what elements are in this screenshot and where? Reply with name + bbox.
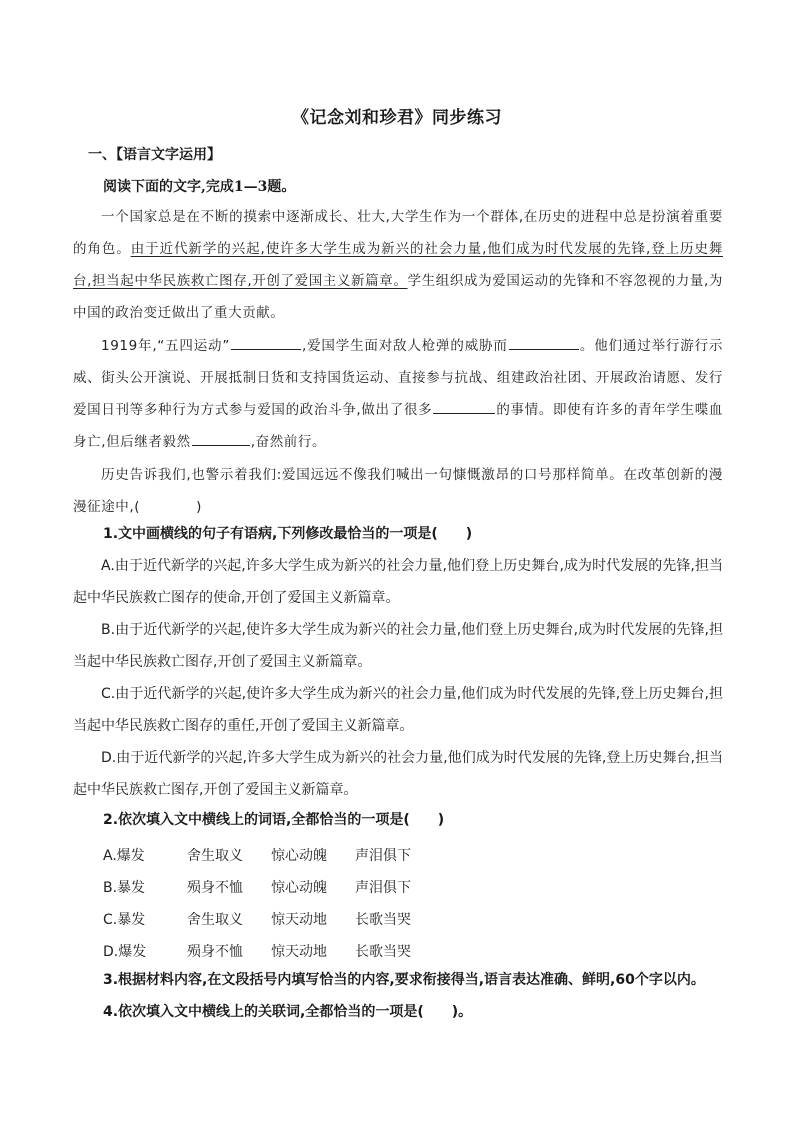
- fill-blank-1: [231, 335, 301, 350]
- option-cell: 殒身不恤: [187, 944, 243, 960]
- option-cell: 舍生取义: [187, 912, 243, 928]
- question-2-option-a: [103, 845, 411, 865]
- question-4-stem: 4.依次填入文中横线上的关联词,全都恰当的一项是( )。: [103, 1004, 473, 1020]
- question-2-stem: 2.依次填入文中横线上的词语,全都恰当的一项是( ): [103, 812, 445, 828]
- option-cell: 长歌当哭: [355, 944, 411, 960]
- option-cell: C.暴发: [103, 912, 146, 928]
- option-cell: D.爆发: [103, 944, 147, 960]
- option-cell: 惊心动魄: [271, 848, 327, 864]
- passage-text: 历史告诉我们,也警示着我们:爱国远远不像我们喊出一句慷慨激昂的口号那样简单。在改革创新的漫漫征途中,(: [73, 467, 723, 515]
- fill-blank-3: [433, 399, 495, 414]
- option-cell: 声泪俱下: [355, 848, 411, 864]
- reading-instruction: 阅读下面的文字,完成1—3题。: [103, 179, 296, 195]
- question-3-stem: 3.根据材料内容,在文段括号内填写恰当的内容,要求衔接得当,语言表达准确、鲜明,60个字以内。: [103, 972, 705, 988]
- option-cell: 长歌当哭: [355, 912, 411, 928]
- option-cell: B.暴发: [103, 880, 146, 896]
- option-cell: 舍生取义: [187, 848, 243, 864]
- passage-text: 。他们通过举行游行示威、街头公开演说、开展抵制日货和支持国货运动、直接参与抗战、组建政治社团、开展政治请愿、发行爱国日刊等多种行为方式参与爱国的政治斗争,做出了很多: [73, 338, 724, 418]
- passage-paragraph-2: [73, 330, 723, 458]
- question-1-option-c: C.由于近代新学的兴起,使许多大学生成为新兴的社会力量,他们成为时代发展的先锋,登上历史舞台,担当起中华民族救亡图存的重任,开创了爱国主义新篇章。: [73, 686, 723, 734]
- question-1-stem: 1.文中画横线的句子有语病,下列修改最恰当的一项是( ): [103, 526, 473, 542]
- question-1-option-b: B.由于近代新学的兴起,使许多大学生成为新兴的社会力量,他们登上历史舞台,成为时代发展的先锋,担当起中华民族救亡图存,开创了爱国主义新篇章。: [73, 622, 723, 670]
- option-cell: A.爆发: [103, 848, 145, 864]
- passage-text: 1919年,“五四运动”: [101, 338, 230, 354]
- question-2-option-d: [103, 941, 411, 961]
- fill-blank-4: [192, 431, 250, 446]
- option-cell: 殒身不恤: [187, 880, 243, 896]
- question-1-option-a: A.由于近代新学的兴起,许多大学生成为新兴的社会力量,他们登上历史舞台,成为时代发展的先锋,担当起中华民族救亡图存的使命,开创了爱国主义新篇章。: [73, 558, 723, 606]
- page-title: 《记念刘和珍君》同步练习: [292, 108, 502, 128]
- fill-blank-2: [509, 335, 579, 350]
- section-heading: 一、【语言文字运用】: [88, 147, 221, 163]
- passage-text: ,奋然前行。: [250, 434, 327, 450]
- passage-text: 学生组织成为爱国运动的先锋和不容忽视的力量,为中国的政治变迁做出了重大贡献。: [73, 273, 723, 321]
- question-2-option-b: [103, 877, 411, 897]
- question-2-option-c: [103, 909, 411, 929]
- option-cell: 惊天动地: [271, 944, 327, 960]
- passage-text: ,爱国学生面对敌人枪弹的威胁而: [301, 338, 508, 354]
- option-cell: 惊天动地: [271, 912, 327, 928]
- passage-paragraph-1: [73, 201, 723, 329]
- question-1-option-d: D.由于近代新学的兴起,许多大学生成为新兴的社会力量,他们成为时代发展的先锋,登上历史舞台,担当起中华民族救亡图存,开创了爱国主义新篇章。: [73, 750, 723, 798]
- passage-text: 的事情。即使有许多的青年学生喋血身亡,但后继者毅然: [73, 402, 723, 450]
- passage-text: ): [196, 499, 203, 515]
- option-cell: 惊心动魄: [271, 880, 327, 896]
- underlined-sentence: 由于近代新学的兴起,使许多大学生成为新兴的社会力量,他们成为时代发展的先锋,登上历史舞台,担当起中华民族救亡图存,开创了爱国主义新篇章。: [73, 241, 723, 289]
- option-cell: 声泪俱下: [355, 880, 411, 896]
- passage-text: 一个国家总是在不断的摸索中逐渐成长、壮大,大学生作为一个群体,在历史的进程中总是扮演着重要的角色。: [73, 209, 723, 257]
- passage-paragraph-3: [73, 459, 723, 523]
